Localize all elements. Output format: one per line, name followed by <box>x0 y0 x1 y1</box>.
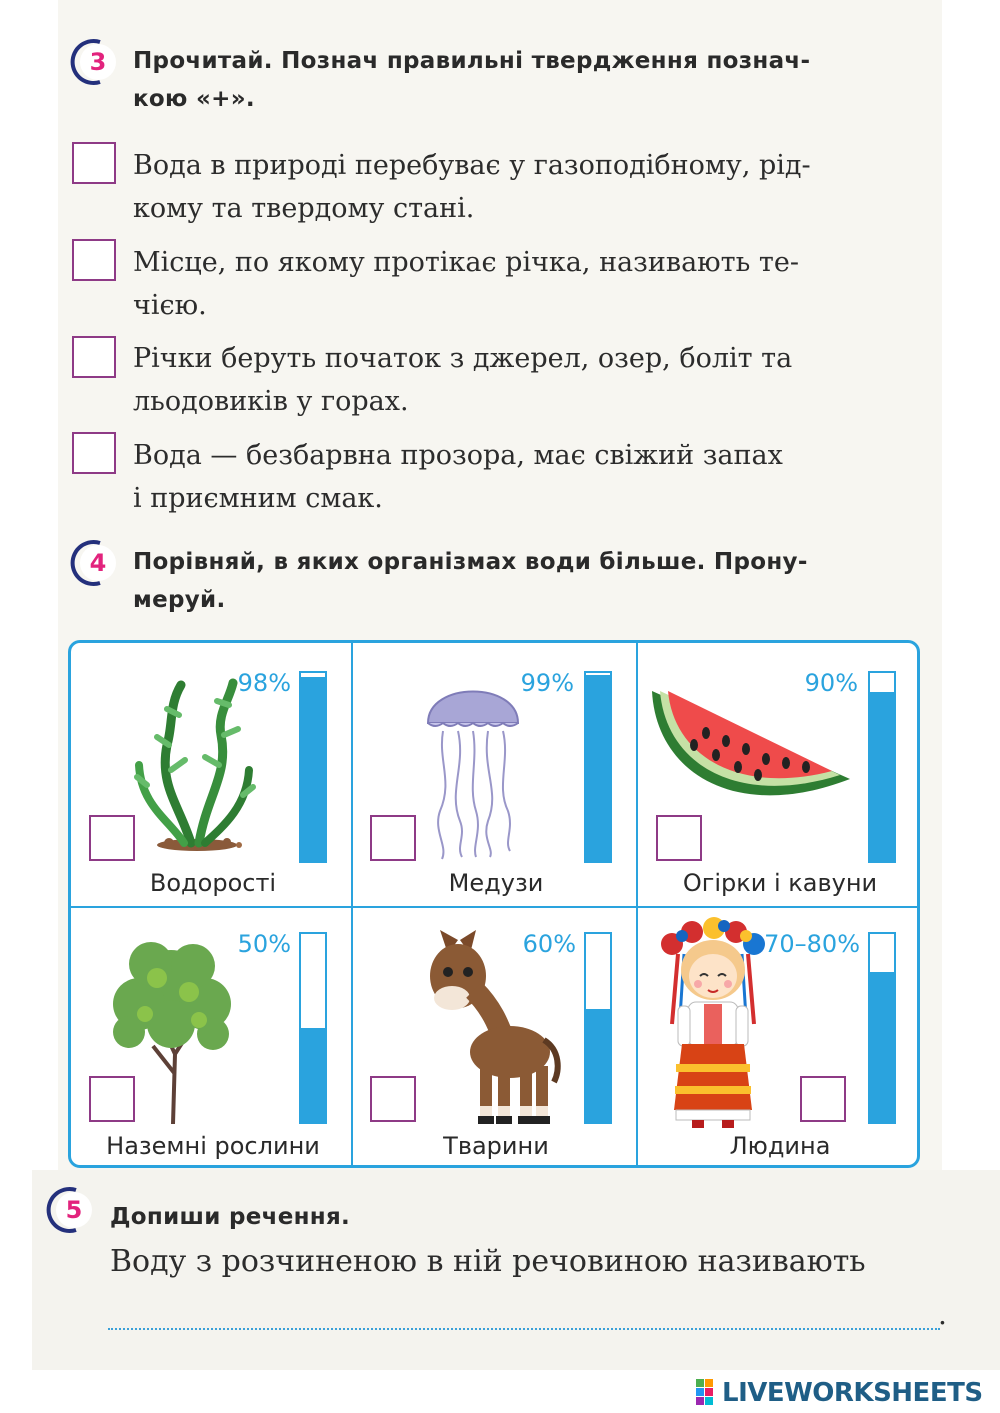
water-level-bar <box>299 671 327 863</box>
card-jellyfish <box>354 643 638 906</box>
statement-4-line2: і приємним смак. <box>133 483 383 514</box>
percent-label: 60% <box>522 930 576 958</box>
water-level-fill <box>301 677 325 861</box>
statement-1-line1: Вода в природі перебуває у газоподібному, рід- <box>133 150 811 181</box>
card-human <box>638 908 922 1171</box>
water-level-fill <box>870 972 894 1122</box>
water-content-table <box>68 640 920 1168</box>
task-3-title-line1: Прочитай. Познач правильні твердження познач- <box>133 48 811 74</box>
task-5-sentence: Воду з розчиненою в ній речовиною називають <box>110 1244 866 1279</box>
water-level-bar <box>584 671 612 863</box>
statement-1-checkbox[interactable] <box>72 142 116 184</box>
task-3-title-line2: кою «+». <box>133 86 255 112</box>
watermelon-icon <box>646 683 856 823</box>
water-level-fill <box>586 675 610 861</box>
statement-3-line1: Річки беруть початок з джерел, озер, боліт та <box>133 343 793 374</box>
task-3-number: 3 <box>89 48 107 76</box>
statement-4-checkbox[interactable] <box>72 432 116 474</box>
card-seaweed <box>71 643 355 906</box>
percent-label: 98% <box>237 669 291 697</box>
task-5-number: 5 <box>65 1196 83 1224</box>
statement-4-text <box>133 434 919 520</box>
task-4-title-line1: Порівняй, в яких організмах води більше. Прону- <box>133 549 808 575</box>
rank-checkbox-jellyfish[interactable] <box>370 815 416 861</box>
answer-input-line[interactable] <box>108 1328 940 1330</box>
card-tree <box>71 908 355 1171</box>
task-3-title <box>133 42 810 118</box>
statement-1-text <box>133 144 919 230</box>
card-label: Тварини <box>443 1132 549 1160</box>
card-foal <box>354 908 638 1171</box>
percent-label: 90% <box>804 669 858 697</box>
card-label: Людина <box>729 1132 831 1160</box>
statement-2-text <box>133 241 919 327</box>
task-4-title <box>133 543 808 619</box>
task-5-title: Допиши речення. <box>110 1204 351 1230</box>
liveworksheets-logo-icon <box>696 1379 722 1407</box>
card-label: Огірки і кавуни <box>682 869 878 897</box>
footer-brand <box>696 1376 996 1410</box>
rank-checkbox-human[interactable] <box>800 1076 846 1122</box>
sentence-end-mark: . <box>938 1298 947 1331</box>
card-label: Медузи <box>448 869 544 897</box>
water-level-fill <box>586 1009 610 1122</box>
statement-3-text <box>133 337 919 423</box>
task-4-badge <box>70 539 118 587</box>
percent-label: 70–80% <box>764 930 860 958</box>
card-label: Наземні рослини <box>106 1132 320 1160</box>
percent-label: 99% <box>520 669 574 697</box>
statement-3-checkbox[interactable] <box>72 336 116 378</box>
seaweed-icon <box>129 675 259 855</box>
rank-checkbox-tree[interactable] <box>89 1076 135 1122</box>
statement-2-line1: Місце, по якому протікає річка, називають те- <box>133 247 799 278</box>
water-level-bar <box>299 932 327 1124</box>
footer-brand-text: LIVEWORKSHEETS <box>722 1378 983 1408</box>
task-4-number: 4 <box>89 549 107 577</box>
statement-3-line2: льодовиків у горах. <box>133 386 409 417</box>
water-level-fill <box>870 692 894 861</box>
water-level-fill <box>301 1028 325 1122</box>
percent-label: 50% <box>237 930 291 958</box>
statement-1-line2: кому та твердому стані. <box>133 193 475 224</box>
rank-checkbox-seaweed[interactable] <box>89 815 135 861</box>
task-5-badge <box>46 1186 94 1234</box>
task-4-title-line2: меруй. <box>133 587 226 613</box>
card-watermelon <box>638 643 922 906</box>
rank-checkbox-watermelon[interactable] <box>656 815 702 861</box>
statement-4-line1: Вода — безбарвна прозора, має свіжий запах <box>133 440 783 471</box>
water-level-bar <box>868 932 896 1124</box>
card-label: Водорості <box>149 869 277 897</box>
statement-2-checkbox[interactable] <box>72 239 116 281</box>
task-3-badge <box>70 38 118 86</box>
rank-checkbox-foal[interactable] <box>370 1076 416 1122</box>
water-level-bar <box>868 671 896 863</box>
statement-2-line2: чією. <box>133 290 207 321</box>
water-level-bar <box>584 932 612 1124</box>
